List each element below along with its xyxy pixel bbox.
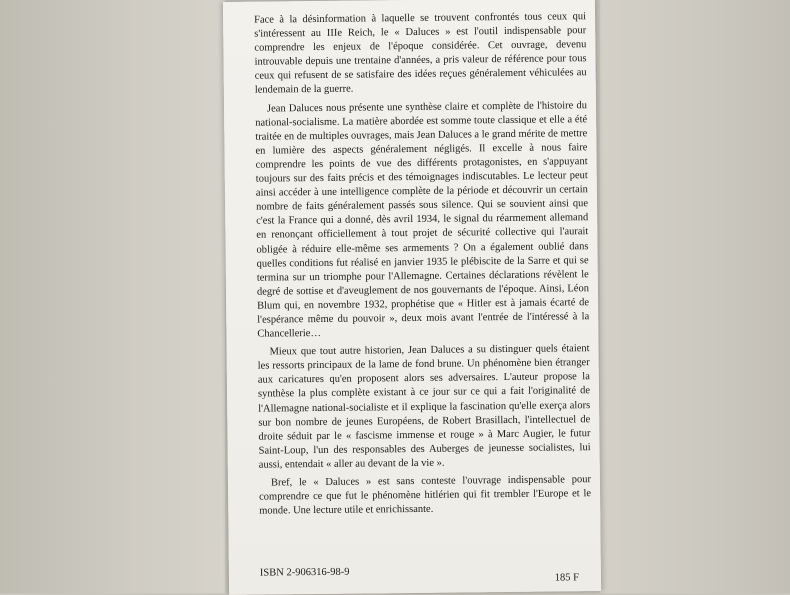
blurb-paragraph-3: Mieux que tout autre historien, Jean Daluces a su distinguer quels étaient les ressorts principaux de la lame de fond brune. Un phénomène bien étranger aux caricatures qu'en proposent alors ses adversaires. L'auteur propose la synthèse la plus complète existant à ce jour sur ce qui a fait l'originalité de l'Allemagne national-socialiste et il explique la fascination qu'elle exerça alors sur bon nombre de jeunes Européens, de Robert Brasillach, l'intellectuel de droite séduit par le « fascisme immense et rouge » à Marc Augier, le futur Saint-Loup, l'un des responsables des Auberges de jeunesse socialistes, lui aussi, entendait « aller au devant de la vie ».	[257, 343, 591, 471]
blurb-paragraph-2: Jean Daluces nous présente une synthèse claire et complète de l'histoire du national-socialisme. La matière abordée est somme toute classique et elle a été traitée en de multiples ouvrages, mais Jean Daluces a le grand mérite de mettre en lumière des aspects généralement négligés. Il excelle à nous faire comprendre les points de vue des différents protagonistes, en s'appuyant toujours sur des faits précis et des témoignages indiscutables. Le lecteur peut ainsi accéder à une intelligence complète de la période et découvrir un certain nombre de faits généralement passés sous silence. Qui se souvient ainsi que c'est la France qui a donné, dès avril 1934, le signal du réarmement allemand en renonçant officiellement à tout projet de sécurité collective qui l'aurait obligée à réduire elle-même ses armements ? On a également oublié dans quelles conditions fut réalisé en janvier 1935 le plébiscite de la Sarre et qui se termina sur un triomphe pour l'Allemagne. Certaines déclarations révèlent le degré de sottise et d'aveuglement de nos gouvernants de l'époque. Ainsi, Léon Blum qui, en novembre 1932, prophétise que « Hitler est à jamais écarté de l'espérance même du pouvoir », deux mois avant l'entrée de l'intéressé à la Chancellerie…	[255, 99, 590, 340]
background-left	[0, 0, 225, 593]
background-right	[600, 0, 790, 593]
blurb-text	[254, 10, 591, 523]
blurb-paragraph-4: Bref, le « Daluces » est sans conteste l'ouvrage indispensable pour comprendre ce que fut le phénomène hitlérien qui fit trembler l'Europe et le monde. Une lecture utile et enrichissante.	[259, 474, 592, 517]
isbn-label: ISBN 2-906316-98-9	[259, 566, 350, 579]
price-label: 185 F	[554, 572, 580, 584]
blurb-paragraph-1: Face à la désinformation à laquelle se trouvent confrontés tous ceux qui s'intéressent au IIIe Reich, le « Daluces » est l'outil indispensable pour comprendre les enjeux de l'époque considérée. Cet ouvrage, devenu introuvable depuis une trentaine d'années, a pris valeur de référence pour tous ceux qui refusent de se satisfaire des idées reçues généralement véhiculées au lendemain de la guerre.	[254, 11, 587, 97]
book-back-cover	[223, 0, 601, 595]
